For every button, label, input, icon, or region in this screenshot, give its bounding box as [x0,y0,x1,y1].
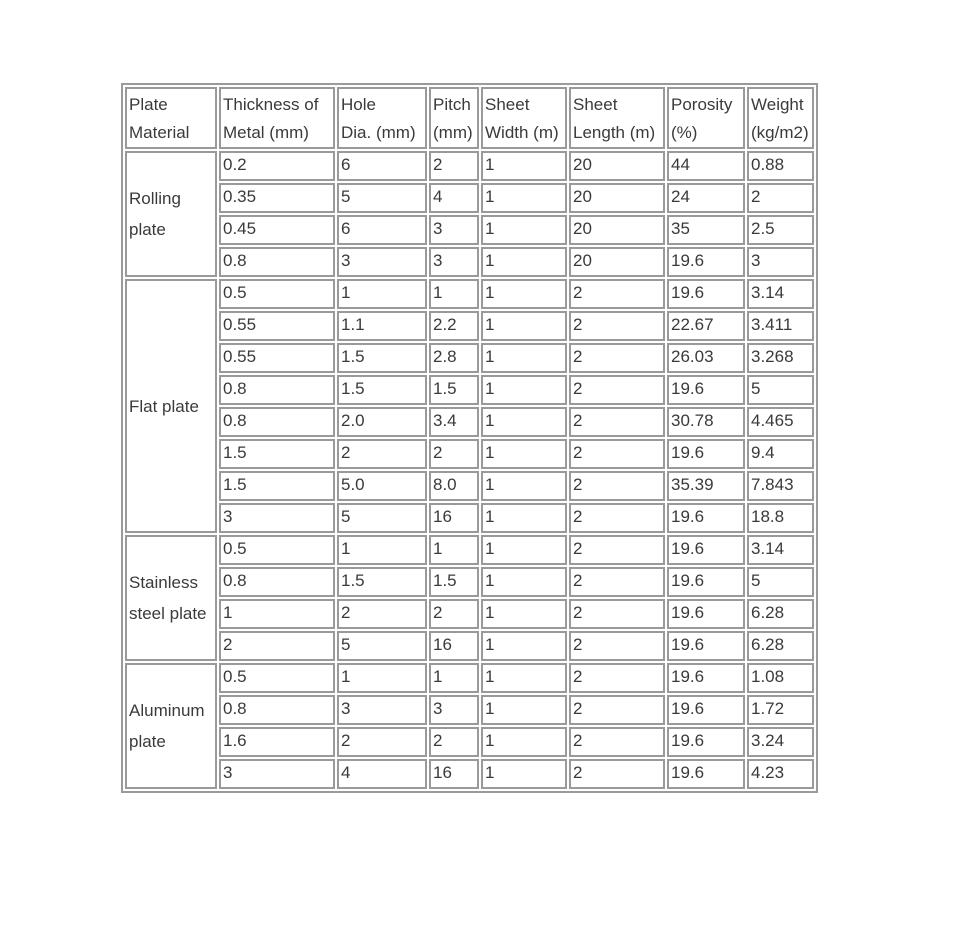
cell-thickness: 1.5 [219,439,335,469]
cell-sheet-width: 1 [481,567,567,597]
cell-sheet-length: 2 [569,599,665,629]
table-row [125,631,814,661]
cell-hole-dia: 5 [337,183,427,213]
table-row [125,663,814,693]
cell-pitch: 3 [429,247,479,277]
cell-weight: 2 [747,183,814,213]
cell-porosity: 35.39 [667,471,745,501]
header-porosity [667,87,745,149]
cell-thickness: 1.6 [219,727,335,757]
cell-weight: 3.268 [747,343,814,373]
cell-porosity: 19.6 [667,695,745,725]
cell-porosity: 26.03 [667,343,745,373]
cell-porosity: 19.6 [667,599,745,629]
cell-sheet-width: 1 [481,343,567,373]
header-pitch [429,87,479,149]
cell-sheet-width: 1 [481,503,567,533]
cell-sheet-length: 20 [569,183,665,213]
header-plate-material [125,87,217,149]
cell-sheet-width: 1 [481,535,567,565]
cell-hole-dia: 1.5 [337,375,427,405]
cell-sheet-width: 1 [481,151,567,181]
cell-thickness: 0.5 [219,535,335,565]
perforated-plate-spec-table [121,83,818,793]
cell-porosity: 19.6 [667,663,745,693]
cell-weight: 9.4 [747,439,814,469]
cell-sheet-length: 2 [569,407,665,437]
cell-pitch: 1.5 [429,375,479,405]
cell-sheet-width: 1 [481,407,567,437]
table-row [125,599,814,629]
cell-pitch: 2 [429,599,479,629]
cell-weight: 3.14 [747,279,814,309]
cell-thickness: 1 [219,599,335,629]
table-row [125,375,814,405]
cell-sheet-width: 1 [481,471,567,501]
header-pitch-line: Pitch [433,95,471,114]
table-row [125,279,814,309]
cell-porosity: 19.6 [667,375,745,405]
table-body [125,151,814,789]
table-row [125,151,814,181]
cell-porosity: 19.6 [667,503,745,533]
table-row [125,759,814,789]
cell-sheet-width: 1 [481,247,567,277]
cell-sheet-width: 1 [481,439,567,469]
cell-weight: 5 [747,375,814,405]
plate-material-line: Aluminum [129,701,205,720]
plate-material-line: plate [129,732,166,751]
cell-sheet-length: 2 [569,727,665,757]
cell-sheet-length: 2 [569,695,665,725]
cell-thickness: 0.35 [219,183,335,213]
cell-weight: 3.14 [747,535,814,565]
cell-hole-dia: 3 [337,695,427,725]
table-row [125,471,814,501]
cell-weight: 18.8 [747,503,814,533]
cell-porosity: 19.6 [667,631,745,661]
cell-porosity: 19.6 [667,439,745,469]
header-hole-dia-line: Hole [341,95,376,114]
cell-sheet-width: 1 [481,759,567,789]
header-plate-material-line: Plate [129,95,168,114]
table-row [125,503,814,533]
cell-sheet-length: 2 [569,567,665,597]
cell-thickness: 0.8 [219,567,335,597]
cell-hole-dia: 1 [337,663,427,693]
cell-pitch: 3 [429,215,479,245]
cell-hole-dia: 1.1 [337,311,427,341]
cell-plate-material [125,663,217,789]
cell-hole-dia: 5 [337,631,427,661]
cell-porosity: 44 [667,151,745,181]
cell-thickness: 0.55 [219,343,335,373]
cell-porosity: 19.6 [667,567,745,597]
cell-thickness: 0.5 [219,279,335,309]
cell-hole-dia: 2.0 [337,407,427,437]
cell-weight: 3.24 [747,727,814,757]
cell-hole-dia: 1 [337,279,427,309]
cell-thickness: 3 [219,759,335,789]
header-hole-dia-line: Dia. (mm) [341,123,416,142]
header-weight-line: Weight [751,95,804,114]
header-weight-line: (kg/m2) [751,123,809,142]
cell-plate-material [125,151,217,277]
cell-pitch: 16 [429,759,479,789]
cell-hole-dia: 2 [337,439,427,469]
plate-material-line: steel plate [129,604,207,623]
header-plate-material-line: Material [129,123,190,142]
header-sheet-length [569,87,665,149]
cell-pitch: 1.5 [429,567,479,597]
cell-pitch: 4 [429,183,479,213]
cell-sheet-width: 1 [481,183,567,213]
header-sheet-length-line: Sheet [573,95,618,114]
cell-pitch: 8.0 [429,471,479,501]
plate-material-line: plate [129,220,166,239]
cell-sheet-width: 1 [481,375,567,405]
cell-porosity: 35 [667,215,745,245]
table-row [125,567,814,597]
cell-sheet-length: 20 [569,247,665,277]
cell-porosity: 19.6 [667,727,745,757]
cell-pitch: 16 [429,631,479,661]
cell-sheet-length: 20 [569,151,665,181]
cell-sheet-length: 2 [569,375,665,405]
header-hole-dia [337,87,427,149]
cell-sheet-width: 1 [481,663,567,693]
header-sheet-width-line: Width (m) [485,123,559,142]
cell-weight: 6.28 [747,631,814,661]
cell-plate-material [125,535,217,661]
cell-pitch: 2.2 [429,311,479,341]
cell-thickness: 0.55 [219,311,335,341]
cell-weight: 1.72 [747,695,814,725]
cell-sheet-width: 1 [481,311,567,341]
cell-thickness: 0.2 [219,151,335,181]
header-porosity-line: Porosity [671,95,733,114]
header-pitch-line: (mm) [433,123,473,142]
cell-hole-dia: 1.5 [337,343,427,373]
cell-weight: 6.28 [747,599,814,629]
cell-porosity: 19.6 [667,759,745,789]
cell-sheet-length: 2 [569,343,665,373]
cell-weight: 2.5 [747,215,814,245]
cell-sheet-width: 1 [481,279,567,309]
cell-sheet-width: 1 [481,631,567,661]
cell-sheet-length: 2 [569,663,665,693]
cell-sheet-length: 2 [569,471,665,501]
cell-thickness: 0.8 [219,247,335,277]
table-row [125,407,814,437]
cell-sheet-width: 1 [481,727,567,757]
cell-thickness: 2 [219,631,335,661]
cell-weight: 4.23 [747,759,814,789]
cell-pitch: 3 [429,695,479,725]
cell-hole-dia: 1.5 [337,567,427,597]
cell-pitch: 1 [429,535,479,565]
cell-porosity: 19.6 [667,535,745,565]
table-row [125,183,814,213]
header-thickness-line: Thickness of [223,95,319,114]
cell-pitch: 3.4 [429,407,479,437]
cell-sheet-width: 1 [481,215,567,245]
cell-hole-dia: 6 [337,215,427,245]
cell-pitch: 2 [429,727,479,757]
cell-porosity: 19.6 [667,279,745,309]
plate-material-line: Stainless [129,573,198,592]
cell-porosity: 22.67 [667,311,745,341]
cell-hole-dia: 3 [337,247,427,277]
cell-weight: 1.08 [747,663,814,693]
cell-weight: 3.411 [747,311,814,341]
table-row [125,311,814,341]
cell-plate-material [125,279,217,533]
table-row [125,215,814,245]
header-porosity-line: (%) [671,123,698,142]
cell-sheet-length: 2 [569,279,665,309]
header-sheet-length-line: Length (m) [573,123,656,142]
cell-sheet-length: 2 [569,311,665,341]
header-sheet-width [481,87,567,149]
cell-pitch: 2 [429,439,479,469]
table-header-row [125,87,814,149]
table-row [125,695,814,725]
header-sheet-width-line: Sheet [485,95,530,114]
cell-weight: 3 [747,247,814,277]
cell-sheet-width: 1 [481,695,567,725]
header-weight [747,87,814,149]
cell-hole-dia: 5 [337,503,427,533]
cell-weight: 5 [747,567,814,597]
cell-hole-dia: 4 [337,759,427,789]
cell-weight: 0.88 [747,151,814,181]
header-thickness-line: Metal (mm) [223,123,309,142]
cell-hole-dia: 5.0 [337,471,427,501]
cell-sheet-length: 2 [569,535,665,565]
cell-pitch: 1 [429,279,479,309]
cell-thickness: 0.8 [219,375,335,405]
cell-thickness: 3 [219,503,335,533]
cell-sheet-length: 2 [569,631,665,661]
table-row [125,343,814,373]
cell-porosity: 30.78 [667,407,745,437]
plate-material-line: Rolling [129,189,181,208]
cell-pitch: 2.8 [429,343,479,373]
cell-hole-dia: 6 [337,151,427,181]
cell-sheet-width: 1 [481,599,567,629]
cell-sheet-length: 20 [569,215,665,245]
cell-sheet-length: 2 [569,759,665,789]
table-row [125,727,814,757]
cell-thickness: 0.8 [219,695,335,725]
cell-hole-dia: 2 [337,727,427,757]
cell-weight: 4.465 [747,407,814,437]
table-row [125,247,814,277]
cell-thickness: 1.5 [219,471,335,501]
header-thickness [219,87,335,149]
cell-porosity: 24 [667,183,745,213]
cell-thickness: 0.45 [219,215,335,245]
table-row [125,535,814,565]
table-row [125,439,814,469]
cell-sheet-length: 2 [569,503,665,533]
cell-thickness: 0.8 [219,407,335,437]
plate-material-line: Flat plate [129,396,199,416]
cell-pitch: 1 [429,663,479,693]
cell-weight: 7.843 [747,471,814,501]
cell-sheet-length: 2 [569,439,665,469]
cell-thickness: 0.5 [219,663,335,693]
cell-pitch: 16 [429,503,479,533]
cell-hole-dia: 2 [337,599,427,629]
cell-pitch: 2 [429,151,479,181]
cell-hole-dia: 1 [337,535,427,565]
cell-porosity: 19.6 [667,247,745,277]
